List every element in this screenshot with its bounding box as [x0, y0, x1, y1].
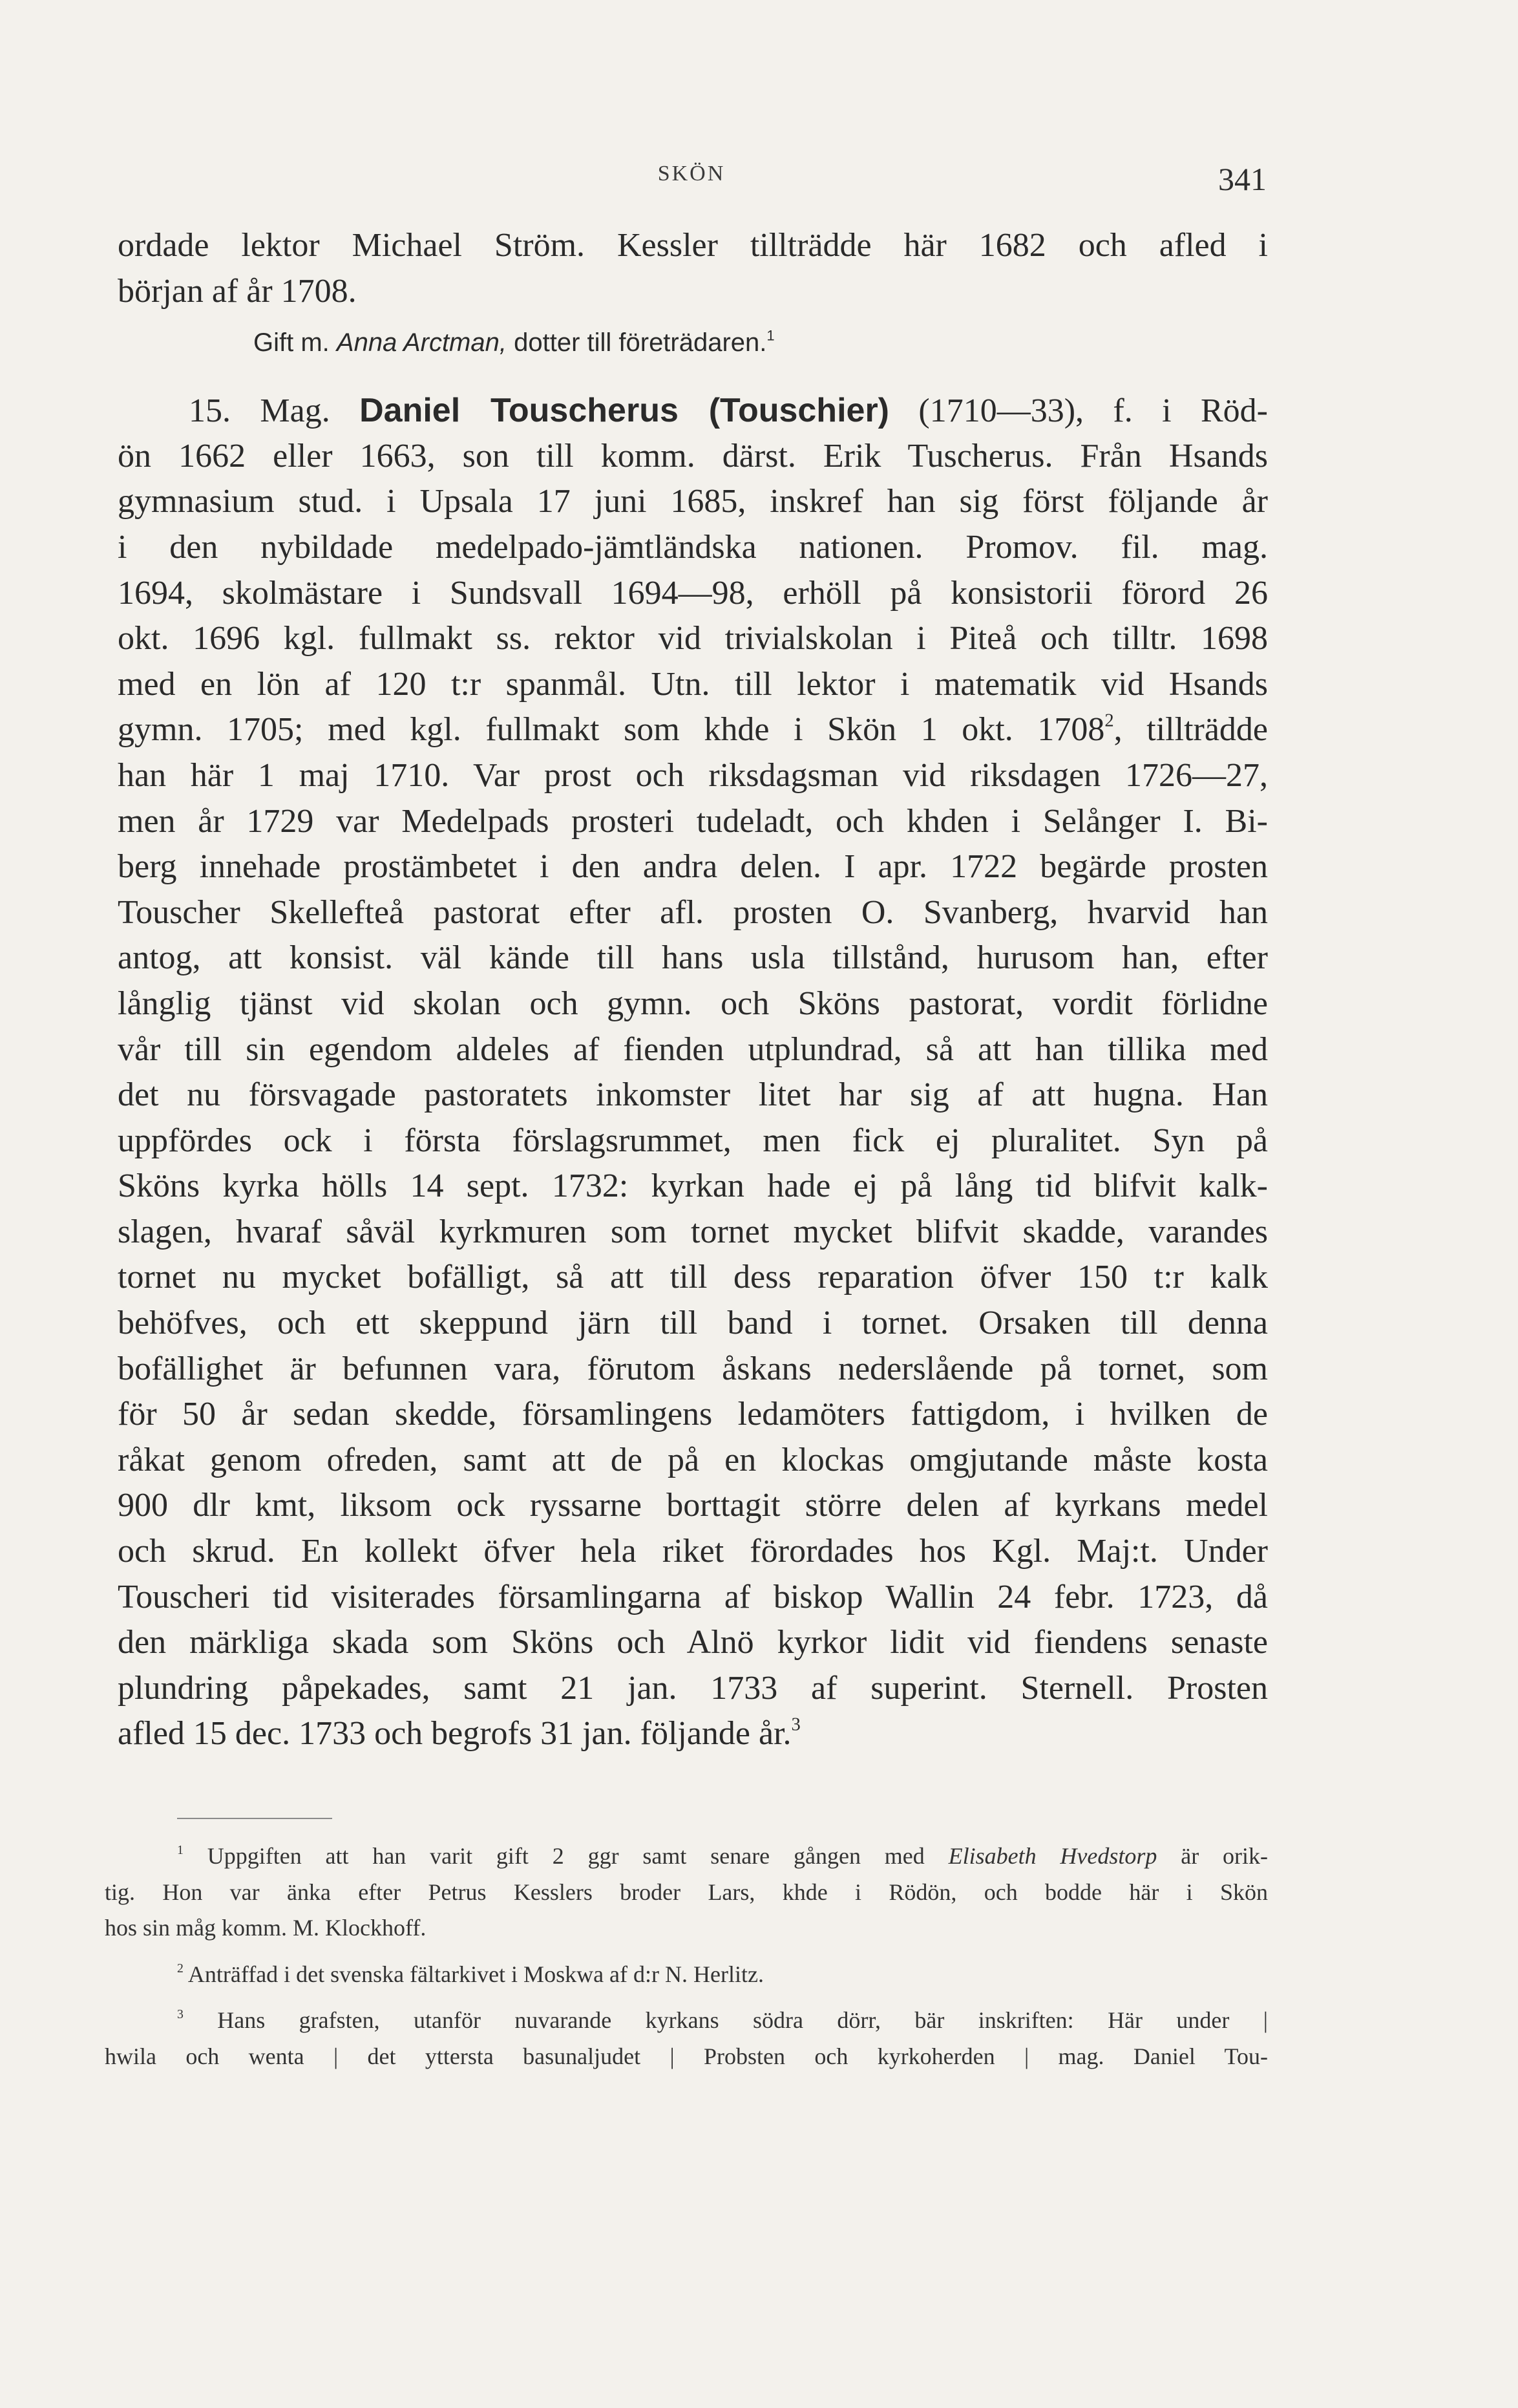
text-segment: Uppgiften att han varit gift 2 ggr samt senare gången med	[183, 1843, 949, 1869]
footnote-ref: 3	[791, 1714, 801, 1735]
marriage-note	[118, 323, 1268, 362]
entry-number: 15. Mag.	[189, 392, 360, 430]
text-segment: Anträffad i det svenska fältarkivet i Moskwa af d:r N. Herlitz.	[183, 1961, 764, 1987]
text-line: behöfves, och ett skeppund järn till band i tornet. Orsaken till denna	[118, 1305, 1268, 1342]
person-name: Daniel Touscherus (Touschier)	[359, 392, 889, 430]
text-line: berg innehade prostämbetet i den andra delen. I apr. 1722 begärde prosten	[118, 848, 1268, 886]
text-line: 1694, skolmästare i Sundsvall 1694—98, erhöll på konsistorii förord 26	[118, 574, 1268, 612]
text-line: långlig tjänst vid skolan och gymn. och Sköns pastorat, vordit förlidne	[118, 985, 1268, 1022]
text-segment: , tillträdde	[1113, 711, 1268, 749]
text-line: 900 dlr kmt, liksom ock ryssarne borttagit större delen af kyrkans medel	[118, 1487, 1268, 1524]
text-line: slagen, hvaraf såväl kyrkmuren som tornet mycket blifvit skadde, varandes	[118, 1213, 1268, 1250]
text-line: tornet nu mycket bofälligt, så att till dess reparation öfver 150 t:r kalk	[118, 1259, 1268, 1296]
footnote-line: hwila och wenta | det yttersta basunaljudet | Probsten och kyrkoherden | mag. Daniel Tou-	[105, 2043, 1268, 2069]
entry-heading-line	[118, 388, 1268, 434]
text-line: ön 1662 eller 1663, son till komm. därst. Erik Tuscherus. Från Hsands	[118, 437, 1268, 474]
text-line	[118, 707, 1268, 753]
text-line: råkat genom ofreden, samt att de på en klockas omgjutande måste kosta	[118, 1441, 1268, 1478]
text-line: uppfördes ock i första förslagsrummet, men fick ej pluralitet. Syn på	[118, 1122, 1268, 1159]
text-line	[118, 1711, 1268, 1757]
footnote-number: 1	[177, 1843, 184, 1858]
entry-dates: (1710—33), f. i Röd-	[889, 392, 1268, 430]
footnote-divider	[177, 1818, 332, 1819]
text-segment: Hans grafsten, utanför nuvarande kyrkans södra dörr, bär inskriften: Här under |	[183, 2007, 1268, 2033]
footnotes	[105, 1838, 1268, 2074]
text-line: bofällighet är befunnen vara, förutom åskans nederslående på tornet, som	[118, 1350, 1268, 1387]
footnote-ref: 2	[1104, 710, 1114, 731]
marriage-prefix: Gift m.	[253, 328, 337, 357]
text-line: för 50 år sedan skedde, församlingens ledamöters fattigdom, i hvilken de	[118, 1396, 1268, 1433]
main-text	[118, 223, 1268, 1757]
text-segment: afled 15 dec. 1733 och begrofs 31 jan. följande år.	[118, 1715, 792, 1753]
footnote-spacer	[105, 1946, 1268, 1957]
page-number: 341	[1218, 161, 1267, 197]
text-line: Touscheri tid visiterades församlingarna af biskop Wallin 24 febr. 1723, då	[118, 1578, 1268, 1615]
footnote-spacer	[105, 1992, 1268, 2003]
footnote-number: 3	[177, 2007, 184, 2022]
text-line: och skrud. En kollekt öfver hela riket förordades hos Kgl. Maj:t. Under	[118, 1533, 1268, 1570]
text-line: okt. 1696 kgl. fullmakt ss. rektor vid trivialskolan i Piteå och tilltr. 1698	[118, 620, 1268, 657]
footnote-1	[105, 1838, 1268, 1875]
text-segment: är orik-	[1157, 1843, 1268, 1869]
spouse-name: Elisabeth Hvedstorp	[948, 1843, 1157, 1869]
text-line: men år 1729 var Medelpads prosteri tudeladt, och khden i Selånger I. Bi-	[118, 802, 1268, 840]
text-line: början af år 1708.	[118, 272, 357, 310]
footnote-2	[105, 1957, 1268, 1993]
page-header	[116, 162, 1267, 200]
text-line: med en lön af 120 t:r spanmål. Utn. till lektor i matematik vid Hsands	[118, 665, 1268, 703]
text-line: Touscher Skellefteå pastorat efter afl. prosten O. Svanberg, hvarvid han	[118, 893, 1268, 931]
footnote-ref: 1	[766, 327, 775, 344]
footnote-3	[105, 2003, 1268, 2039]
text-line: antog, att konsist. väl kände till hans usla tillstånd, hurusom han, efter	[118, 939, 1268, 977]
marriage-suffix: dotter till företrädaren.	[506, 328, 767, 357]
text-line: Sköns kyrka hölls 14 sept. 1732: kyrkan hade ej på lång tid blifvit kalk-	[118, 1167, 1268, 1205]
footnote-line: tig. Hon var änka efter Petrus Kesslers broder Lars, khde i Rödön, och bodde här i Skön	[105, 1879, 1268, 1905]
text-segment: gymn. 1705; med kgl. fullmakt som khde i Skön 1 okt. 1708	[118, 711, 1105, 749]
spouse-name: Anna Arctman,	[336, 328, 507, 357]
text-line: gymnasium stud. i Upsala 17 juni 1685, inskref han sig först följande år	[118, 483, 1268, 520]
text-line: det nu försvagade pastoratets inkomster litet har sig af att hugna. Han	[118, 1076, 1268, 1114]
text-line: i den nybildade medelpado-jämtländska nationen. Promov. fil. mag.	[118, 528, 1268, 566]
footnote-line: hos sin måg komm. M. Klockhoff.	[105, 1915, 427, 1941]
running-head: SKÖN	[657, 162, 726, 186]
text-line: ordade lektor Michael Ström. Kessler tillträdde här 1682 och afled i	[118, 227, 1268, 264]
text-line: den märkliga skada som Sköns och Alnö kyrkor lidit vid fiendens senaste	[118, 1624, 1268, 1661]
footnote-number: 2	[177, 1961, 184, 1976]
text-line: plundring påpekades, samt 21 jan. 1733 af superint. Sternell. Prosten	[118, 1669, 1268, 1707]
text-line: vår till sin egendom aldeles af fienden utplundrad, så att han tillika med	[118, 1030, 1268, 1068]
text-line: han här 1 maj 1710. Var prost och riksdagsman vid riksdagen 1726—27,	[118, 756, 1268, 794]
